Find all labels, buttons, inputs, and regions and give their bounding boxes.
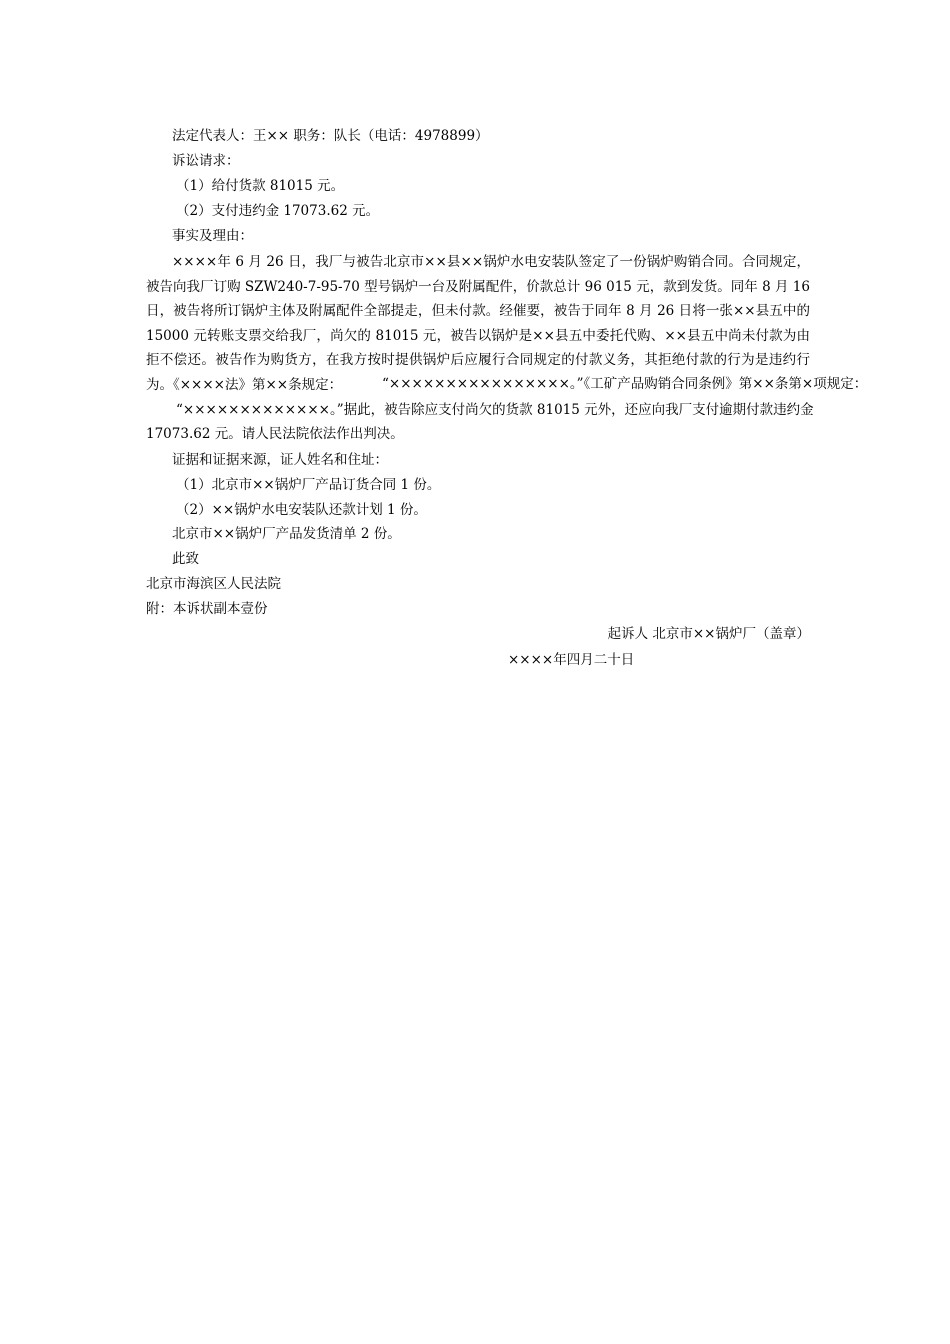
closing-line: 此致 (172, 551, 199, 567)
date-line: ××××年四月二十日 (508, 652, 635, 668)
facts-quote-1: “××××××××××××××××。”《工矿产品购销合同条例》第××条第×项规定： (382, 376, 868, 392)
court-name: 北京市海滨区人民法院 (146, 576, 281, 592)
claim-item-1: （1）给付货款 81015 元。 (176, 178, 345, 194)
legal-representative-line: 法定代表人：王×× 职务：队长（电话：4978899） (172, 128, 489, 144)
facts-line-b: “×××××××××××××。”据此，被告除应支付尚欠的货款 81015 元外，还应向我厂支付逾期付款违约金 (176, 402, 814, 418)
claim-item-2: （2）支付违约金 17073.62 元。 (176, 203, 380, 219)
facts-paragraph: ××××年 6 月 26 日，我厂与被告北京市××县××锅炉水电安装队签定了一份锅炉购销合同。合同规定，被告向我厂订购 SZW240-7-95-70 型号锅炉一台及附属配件，价款总计 96 015 元，款到发货。同年 8 月 16 日，被告将所订锅炉主体及附属配件全部提走，但未付款。经催要，被告于同年 8 月 26 日将一张××县五中的 15000 元转账支票交给我厂，尚欠的 81015 元，被告以锅炉是××县五中委托代购、××县五中尚未付款为由拒不偿还。被告作为购货方，在我方按时提供锅炉后应履行合同规定的付款义务，其拒绝付款的行为是违约行为。《××××法》第××条规定： (146, 254, 810, 393)
claims-heading: 诉讼请求： (172, 153, 240, 169)
facts-line-c: 17073.62 元。请人民法院依法作出判决。 (146, 426, 404, 442)
evidence-item-2: （2）××锅炉水电安装队还款计划 1 份。 (176, 502, 427, 518)
evidence-heading: 证据和证据来源，证人姓名和住址： (172, 452, 388, 468)
evidence-item-3: 北京市××锅炉厂产品发货清单 2 份。 (172, 526, 401, 542)
attachment-note: 附：本诉状副本壹份 (146, 601, 268, 617)
evidence-item-1: （1）北京市××锅炉厂产品订货合同 1 份。 (176, 477, 441, 493)
signature-line: 起诉人 北京市××锅炉厂（盖章） (607, 626, 810, 642)
facts-heading: 事实及理由： (172, 228, 253, 244)
